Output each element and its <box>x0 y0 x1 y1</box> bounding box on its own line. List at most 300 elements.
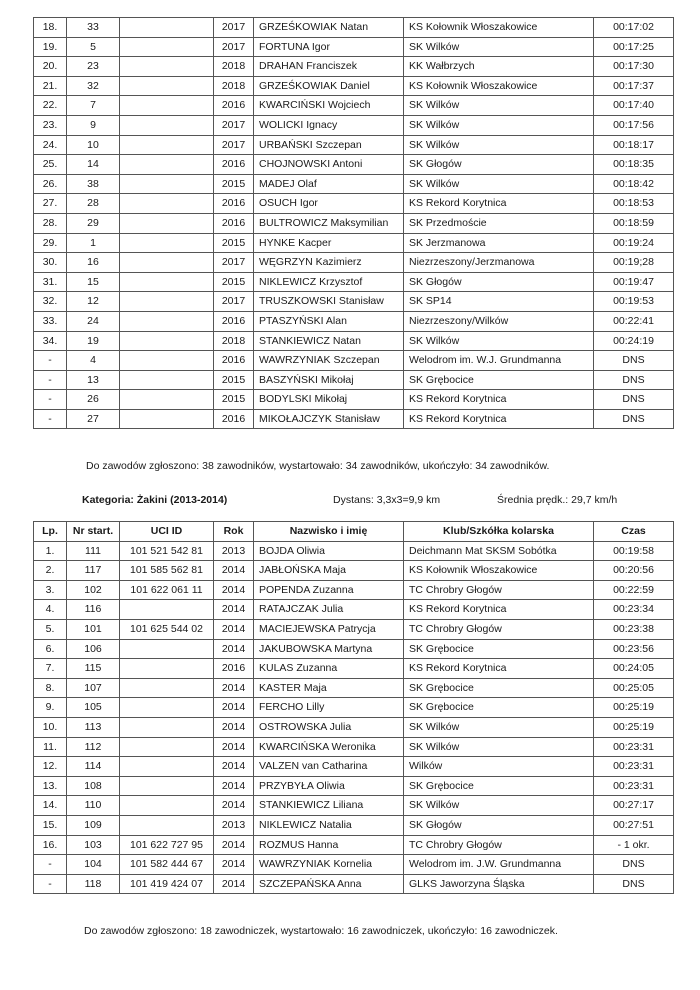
birth-year-cell: 2014 <box>214 796 254 816</box>
rider-name-cell: STANKIEWICZ Liliana <box>254 796 404 816</box>
club-cell: SK Przedmoście <box>404 213 594 233</box>
time-cell: 00:18:42 <box>594 174 674 194</box>
uci-id-cell <box>120 757 214 777</box>
birth-year-cell: 2014 <box>214 561 254 581</box>
club-cell: Welodrom im. W.J. Grundmanna <box>404 351 594 371</box>
club-cell: Welodrom im. J.W. Grundmanna <box>404 855 594 875</box>
table-row <box>34 331 674 351</box>
start-number-cell: 29 <box>67 213 120 233</box>
start-number-cell: 15 <box>67 272 120 292</box>
uci-id-cell <box>120 115 214 135</box>
header-row <box>34 522 674 542</box>
position-cell: 19. <box>34 37 67 57</box>
rider-name-cell: ROZMUS Hanna <box>254 835 404 855</box>
time-cell: DNS <box>594 874 674 894</box>
start-number-cell: 102 <box>67 580 120 600</box>
time-cell: 00:27:17 <box>594 796 674 816</box>
position-cell: 28. <box>34 213 67 233</box>
rider-name-cell: MIKOŁAJCZYK Stanisław <box>254 409 404 429</box>
birth-year-cell: 2015 <box>214 272 254 292</box>
position-cell: - <box>34 351 67 371</box>
start-number-cell: 1 <box>67 233 120 253</box>
category-average-speed: Średnia prędk.: 29,7 km/h <box>497 494 618 506</box>
table-row <box>34 835 674 855</box>
club-cell: KS Rekord Korytnica <box>404 409 594 429</box>
uci-id-cell <box>120 351 214 371</box>
position-cell: 23. <box>34 115 67 135</box>
club-cell: SK Grębocice <box>404 776 594 796</box>
start-number-cell: 115 <box>67 659 120 679</box>
rider-name-cell: KULAS Zuzanna <box>254 659 404 679</box>
club-cell: SK Jerzmanowa <box>404 233 594 253</box>
time-cell: DNS <box>594 390 674 410</box>
uci-id-cell <box>120 253 214 273</box>
club-cell: SK Głogów <box>404 815 594 835</box>
uci-id-cell <box>120 37 214 57</box>
birth-year-cell: 2016 <box>214 194 254 214</box>
club-cell: SK Grębocice <box>404 698 594 718</box>
uci-id-cell <box>120 18 214 38</box>
club-cell: KS Kołownik Włoszakowice <box>404 561 594 581</box>
position-cell: 5. <box>34 619 67 639</box>
birth-year-cell: 2016 <box>214 96 254 116</box>
uci-id-cell <box>120 698 214 718</box>
time-cell: 00:18:17 <box>594 135 674 155</box>
position-cell: 27. <box>34 194 67 214</box>
birth-year-cell: 2018 <box>214 57 254 77</box>
start-number-cell: 116 <box>67 600 120 620</box>
start-number-cell: 7 <box>67 96 120 116</box>
start-number-cell: 105 <box>67 698 120 718</box>
start-number-cell: 118 <box>67 874 120 894</box>
table-row <box>34 698 674 718</box>
position-cell: 13. <box>34 776 67 796</box>
table-row <box>34 541 674 561</box>
position-cell: 7. <box>34 659 67 679</box>
table-row <box>34 174 674 194</box>
birth-year-cell: 2016 <box>214 311 254 331</box>
rider-name-cell: RATAJCZAK Julia <box>254 600 404 620</box>
time-cell: 00:23:56 <box>594 639 674 659</box>
uci-id-cell <box>120 717 214 737</box>
rider-name-cell: STANKIEWICZ Natan <box>254 331 404 351</box>
rider-name-cell: BOJDA Oliwia <box>254 541 404 561</box>
time-cell: DNS <box>594 409 674 429</box>
uci-id-cell <box>120 678 214 698</box>
table-row <box>34 390 674 410</box>
time-cell: 00:17:02 <box>594 18 674 38</box>
birth-year-cell: 2015 <box>214 233 254 253</box>
uci-id-cell: 101 622 061 11 <box>120 580 214 600</box>
birth-year-cell: 2014 <box>214 717 254 737</box>
birth-year-cell: 2014 <box>214 619 254 639</box>
rider-name-cell: TRUSZKOWSKI Stanisław <box>254 292 404 312</box>
rider-name-cell: URBAŃSKI Szczepan <box>254 135 404 155</box>
position-cell: 10. <box>34 717 67 737</box>
time-cell: 00:18:53 <box>594 194 674 214</box>
position-cell: 32. <box>34 292 67 312</box>
uci-id-cell: 101 622 727 95 <box>120 835 214 855</box>
position-cell: - <box>34 390 67 410</box>
club-cell: TC Chrobry Głogów <box>404 835 594 855</box>
uci-id-cell: 101 521 542 81 <box>120 541 214 561</box>
table-row <box>34 737 674 757</box>
position-cell: 21. <box>34 76 67 96</box>
position-cell: 24. <box>34 135 67 155</box>
start-number-cell: 109 <box>67 815 120 835</box>
time-cell: 00:19:47 <box>594 272 674 292</box>
position-cell: 9. <box>34 698 67 718</box>
header-uci-id: UCI ID <box>120 522 214 542</box>
club-cell: SK Wilków <box>404 37 594 57</box>
table-row <box>34 76 674 96</box>
position-cell: - <box>34 874 67 894</box>
header-year: Rok <box>214 522 254 542</box>
time-cell: 00:23:31 <box>594 737 674 757</box>
rider-name-cell: WAWRZYNIAK Kornelia <box>254 855 404 875</box>
start-number-cell: 27 <box>67 409 120 429</box>
rider-name-cell: BODYLSKI Mikołaj <box>254 390 404 410</box>
position-cell: 2. <box>34 561 67 581</box>
uci-id-cell <box>120 57 214 77</box>
table-row <box>34 194 674 214</box>
birth-year-cell: 2017 <box>214 292 254 312</box>
time-cell: 00:24:05 <box>594 659 674 679</box>
uci-id-cell <box>120 194 214 214</box>
rider-name-cell: WĘGRZYN Kazimierz <box>254 253 404 273</box>
start-number-cell: 28 <box>67 194 120 214</box>
results-table-body <box>34 541 674 894</box>
birth-year-cell: 2014 <box>214 600 254 620</box>
club-cell: SK Wilków <box>404 796 594 816</box>
time-cell: 00:23:34 <box>594 600 674 620</box>
table-row <box>34 272 674 292</box>
birth-year-cell: 2015 <box>214 390 254 410</box>
club-cell: SK Grębocice <box>404 678 594 698</box>
time-cell: 00:17:30 <box>594 57 674 77</box>
position-cell: 34. <box>34 331 67 351</box>
category-distance: Dystans: 3,3x3=9,9 km <box>333 494 441 506</box>
rider-name-cell: BULTROWICZ Maksymilian <box>254 213 404 233</box>
time-cell: 00:24:19 <box>594 331 674 351</box>
position-cell: - <box>34 409 67 429</box>
birth-year-cell: 2018 <box>214 331 254 351</box>
time-cell: 00:23:38 <box>594 619 674 639</box>
time-cell: DNS <box>594 855 674 875</box>
uci-id-cell: 101 625 544 02 <box>120 619 214 639</box>
start-number-cell: 16 <box>67 253 120 273</box>
uci-id-cell <box>120 737 214 757</box>
table-row <box>34 580 674 600</box>
start-number-cell: 38 <box>67 174 120 194</box>
uci-id-cell <box>120 370 214 390</box>
uci-id-cell <box>120 776 214 796</box>
club-cell: SK Wilków <box>404 96 594 116</box>
rider-name-cell: GRZEŚKOWIAK Natan <box>254 18 404 38</box>
start-number-cell: 12 <box>67 292 120 312</box>
position-cell: 20. <box>34 57 67 77</box>
start-number-cell: 33 <box>67 18 120 38</box>
table-row <box>34 311 674 331</box>
time-cell: 00:25:19 <box>594 717 674 737</box>
time-cell: 00:25:19 <box>594 698 674 718</box>
birth-year-cell: 2014 <box>214 639 254 659</box>
time-cell: - 1 okr. <box>594 835 674 855</box>
time-cell: 00:19:24 <box>594 233 674 253</box>
start-number-cell: 110 <box>67 796 120 816</box>
table-row <box>34 600 674 620</box>
start-number-cell: 14 <box>67 155 120 175</box>
table-row <box>34 717 674 737</box>
table-row <box>34 619 674 639</box>
uci-id-cell <box>120 409 214 429</box>
time-cell: 00:19:53 <box>594 292 674 312</box>
club-cell: SK Wilków <box>404 135 594 155</box>
time-cell: 00:17:56 <box>594 115 674 135</box>
table-row <box>34 561 674 581</box>
start-number-cell: 32 <box>67 76 120 96</box>
table-row <box>34 292 674 312</box>
uci-id-cell <box>120 96 214 116</box>
time-cell: 00:17:40 <box>594 96 674 116</box>
time-cell: 00:19:58 <box>594 541 674 561</box>
uci-id-cell <box>120 174 214 194</box>
uci-id-cell <box>120 311 214 331</box>
club-cell: Wilków <box>404 757 594 777</box>
position-cell: 15. <box>34 815 67 835</box>
table-row <box>34 659 674 679</box>
birth-year-cell: 2017 <box>214 135 254 155</box>
start-number-cell: 111 <box>67 541 120 561</box>
rider-name-cell: KWARCIŃSKI Wojciech <box>254 96 404 116</box>
club-cell: KK Wałbrzych <box>404 57 594 77</box>
club-cell: SK Wilków <box>404 717 594 737</box>
uci-id-cell <box>120 639 214 659</box>
uci-id-cell <box>120 155 214 175</box>
position-cell: 30. <box>34 253 67 273</box>
position-cell: 16. <box>34 835 67 855</box>
position-cell: 11. <box>34 737 67 757</box>
time-cell: 00:27:51 <box>594 815 674 835</box>
start-number-cell: 23 <box>67 57 120 77</box>
birth-year-cell: 2014 <box>214 835 254 855</box>
uci-id-cell: 101 419 424 07 <box>120 874 214 894</box>
time-cell: DNS <box>594 351 674 371</box>
uci-id-cell <box>120 272 214 292</box>
position-cell: 4. <box>34 600 67 620</box>
uci-id-cell <box>120 213 214 233</box>
time-cell: 00:23:31 <box>594 757 674 777</box>
uci-id-cell <box>120 600 214 620</box>
club-cell: SK Głogów <box>404 272 594 292</box>
table-row <box>34 233 674 253</box>
birth-year-cell: 2014 <box>214 776 254 796</box>
club-cell: KS Rekord Korytnica <box>404 390 594 410</box>
start-number-cell: 117 <box>67 561 120 581</box>
birth-year-cell: 2017 <box>214 37 254 57</box>
table-row <box>34 757 674 777</box>
start-number-cell: 113 <box>67 717 120 737</box>
table-row <box>34 18 674 38</box>
position-cell: 18. <box>34 18 67 38</box>
table-row <box>34 776 674 796</box>
uci-id-cell <box>120 233 214 253</box>
club-cell: KS Rekord Korytnica <box>404 659 594 679</box>
table-row <box>34 115 674 135</box>
table-row <box>34 213 674 233</box>
club-cell: KS Kołownik Włoszakowice <box>404 18 594 38</box>
start-number-cell: 112 <box>67 737 120 757</box>
start-number-cell: 101 <box>67 619 120 639</box>
start-number-cell: 103 <box>67 835 120 855</box>
rider-name-cell: SZCZEPAŃSKA Anna <box>254 874 404 894</box>
uci-id-cell <box>120 659 214 679</box>
uci-id-cell: 101 582 444 67 <box>120 855 214 875</box>
position-cell: 31. <box>34 272 67 292</box>
rider-name-cell: VALZEN van Catharina <box>254 757 404 777</box>
start-number-cell: 24 <box>67 311 120 331</box>
birth-year-cell: 2015 <box>214 370 254 390</box>
results-table-body <box>34 18 674 429</box>
birth-year-cell: 2016 <box>214 659 254 679</box>
start-number-cell: 9 <box>67 115 120 135</box>
club-cell: SK Wilków <box>404 174 594 194</box>
time-cell: 00:19;28 <box>594 253 674 273</box>
header-time: Czas <box>594 522 674 542</box>
club-cell: Niezrzeszony/Jerzmanowa <box>404 253 594 273</box>
birth-year-cell: 2016 <box>214 213 254 233</box>
rider-name-cell: JABŁOŃSKA Maja <box>254 561 404 581</box>
rider-name-cell: POPENDA Zuzanna <box>254 580 404 600</box>
uci-id-cell <box>120 815 214 835</box>
start-number-cell: 19 <box>67 331 120 351</box>
birth-year-cell: 2018 <box>214 76 254 96</box>
header-start-number: Nr start. <box>67 522 120 542</box>
table-row <box>34 37 674 57</box>
table-row <box>34 678 674 698</box>
rider-name-cell: MACIEJEWSKA Patrycja <box>254 619 404 639</box>
results-table-header <box>34 522 674 542</box>
birth-year-cell: 2017 <box>214 18 254 38</box>
club-cell: Deichmann Mat SKSM Sobótka <box>404 541 594 561</box>
time-cell: 00:23:31 <box>594 776 674 796</box>
birth-year-cell: 2017 <box>214 253 254 273</box>
birth-year-cell: 2015 <box>214 174 254 194</box>
position-cell: 3. <box>34 580 67 600</box>
rider-name-cell: DRAHAN Franciszek <box>254 57 404 77</box>
start-number-cell: 10 <box>67 135 120 155</box>
rider-name-cell: BASZYŃSKI Mikołaj <box>254 370 404 390</box>
start-number-cell: 5 <box>67 37 120 57</box>
start-number-cell: 108 <box>67 776 120 796</box>
time-cell: 00:22:59 <box>594 580 674 600</box>
position-cell: 1. <box>34 541 67 561</box>
rider-name-cell: GRZEŚKOWIAK Daniel <box>254 76 404 96</box>
club-cell: SK Wilków <box>404 115 594 135</box>
start-number-cell: 107 <box>67 678 120 698</box>
start-number-cell: 4 <box>67 351 120 371</box>
rider-name-cell: CHOJNOWSKI Antoni <box>254 155 404 175</box>
club-cell: KS Rekord Korytnica <box>404 194 594 214</box>
time-cell: 00:17:37 <box>594 76 674 96</box>
position-cell: 6. <box>34 639 67 659</box>
entries-summary-zakini: Do zawodów zgłoszono: 18 zawodniczek, wystartowało: 16 zawodniczek, ukończyło: 16 zawodniczek. <box>84 925 558 937</box>
club-cell: Niezrzeszony/Wilków <box>404 311 594 331</box>
rider-name-cell: HYNKE Kacper <box>254 233 404 253</box>
rider-name-cell: WAWRZYNIAK Szczepan <box>254 351 404 371</box>
birth-year-cell: 2013 <box>214 815 254 835</box>
uci-id-cell <box>120 292 214 312</box>
position-cell: - <box>34 855 67 875</box>
uci-id-cell <box>120 796 214 816</box>
birth-year-cell: 2016 <box>214 351 254 371</box>
position-cell: 12. <box>34 757 67 777</box>
club-cell: KS Rekord Korytnica <box>404 600 594 620</box>
birth-year-cell: 2016 <box>214 155 254 175</box>
club-cell: TC Chrobry Głogów <box>404 619 594 639</box>
time-cell: 00:18:59 <box>594 213 674 233</box>
birth-year-cell: 2014 <box>214 678 254 698</box>
club-cell: SK Grębocice <box>404 639 594 659</box>
position-cell: 33. <box>34 311 67 331</box>
results-table-zakini <box>33 521 674 894</box>
rider-name-cell: KWARCIŃSKA Weronika <box>254 737 404 757</box>
uci-id-cell <box>120 390 214 410</box>
table-row <box>34 155 674 175</box>
position-cell: 8. <box>34 678 67 698</box>
club-cell: SK Głogów <box>404 155 594 175</box>
time-cell: DNS <box>594 370 674 390</box>
header-club: Klub/Szkółka kolarska <box>404 522 594 542</box>
rider-name-cell: KASTER Maja <box>254 678 404 698</box>
category-title: Kategoria: Żakini (2013-2014) <box>82 494 228 506</box>
time-cell: 00:22:41 <box>594 311 674 331</box>
birth-year-cell: 2014 <box>214 737 254 757</box>
table-row <box>34 796 674 816</box>
time-cell: 00:18:35 <box>594 155 674 175</box>
table-row <box>34 96 674 116</box>
club-cell: GLKS Jaworzyna Śląska <box>404 874 594 894</box>
rider-name-cell: PTASZYŃSKI Alan <box>254 311 404 331</box>
position-cell: 26. <box>34 174 67 194</box>
start-number-cell: 26 <box>67 390 120 410</box>
start-number-cell: 104 <box>67 855 120 875</box>
table-row <box>34 855 674 875</box>
time-cell: 00:20:56 <box>594 561 674 581</box>
rider-name-cell: NIKLEWICZ Krzysztof <box>254 272 404 292</box>
table-row <box>34 135 674 155</box>
position-cell: 22. <box>34 96 67 116</box>
table-row <box>34 639 674 659</box>
table-row <box>34 874 674 894</box>
table-row <box>34 815 674 835</box>
rider-name-cell: OSTROWSKA Julia <box>254 717 404 737</box>
rider-name-cell: WOLICKI Ignacy <box>254 115 404 135</box>
uci-id-cell: 101 585 562 81 <box>120 561 214 581</box>
birth-year-cell: 2013 <box>214 541 254 561</box>
position-cell: 29. <box>34 233 67 253</box>
rider-name-cell: FERCHO Lilly <box>254 698 404 718</box>
start-number-cell: 106 <box>67 639 120 659</box>
position-cell: - <box>34 370 67 390</box>
time-cell: 00:25:05 <box>594 678 674 698</box>
rider-name-cell: PRZYBYŁA Oliwia <box>254 776 404 796</box>
birth-year-cell: 2014 <box>214 757 254 777</box>
rider-name-cell: FORTUNA Igor <box>254 37 404 57</box>
club-cell: TC Chrobry Głogów <box>404 580 594 600</box>
birth-year-cell: 2014 <box>214 855 254 875</box>
table-row <box>34 253 674 273</box>
